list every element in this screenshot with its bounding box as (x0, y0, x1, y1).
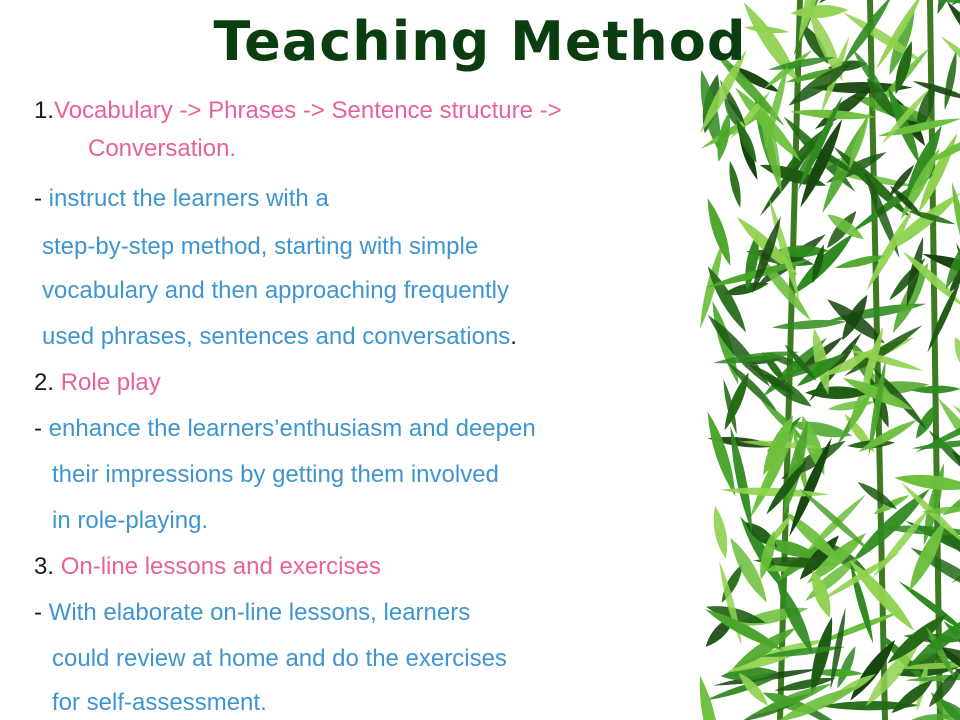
item-1-desc-period: . (510, 323, 517, 350)
item-3-dash: - (34, 599, 49, 626)
item-2-heading-text: Role play (60, 369, 161, 396)
item-3-desc-line-1 (34, 598, 470, 628)
item-3-heading (34, 552, 381, 582)
item-3-desc-line-2: could review at home and do the exercises (52, 645, 507, 672)
page-title: Teaching Method (213, 10, 747, 73)
item-2-desc-text-1: enhance the learners’enthusiasm and deepen (48, 415, 536, 442)
item-1-heading-line-1: Vocabulary -> Phrases -> Sentence structure -> (54, 97, 562, 124)
bamboo-leaves-decoration (660, 0, 960, 720)
item-2-desc-line-2: their impressions by getting them involved (52, 461, 499, 488)
item-1-desc-line-2: step-by-step method, starting with simple (42, 233, 479, 260)
item-3-number: 3. (34, 553, 61, 580)
item-3-heading-text: On-line lessons and exercises (60, 553, 381, 580)
item-1-dash: - (34, 185, 49, 212)
item-1-desc-text-4: used phrases, sentences and conversations (42, 323, 511, 350)
item-1-heading-line-2: Conversation. (88, 135, 237, 162)
item-2-number: 2. (34, 369, 61, 396)
item-2-desc-line-1 (34, 414, 536, 444)
item-3-desc-text-1: With elaborate on-line lessons, learners (48, 599, 471, 626)
item-1-desc-line-1 (34, 184, 329, 214)
item-1-number: 1. (34, 97, 55, 124)
item-1-desc-text-1: instruct the learners with a (48, 185, 329, 212)
item-2-desc-line-3: in role-playing. (52, 507, 209, 534)
item-1-desc-line-4 (42, 322, 517, 352)
item-1-desc-line-3: vocabulary and then approaching frequently (42, 277, 509, 304)
item-2-dash: - (34, 415, 49, 442)
item-1-heading (34, 96, 562, 126)
item-3-desc-line-3: for self-assessment. (52, 689, 267, 716)
item-2-heading (34, 368, 161, 398)
